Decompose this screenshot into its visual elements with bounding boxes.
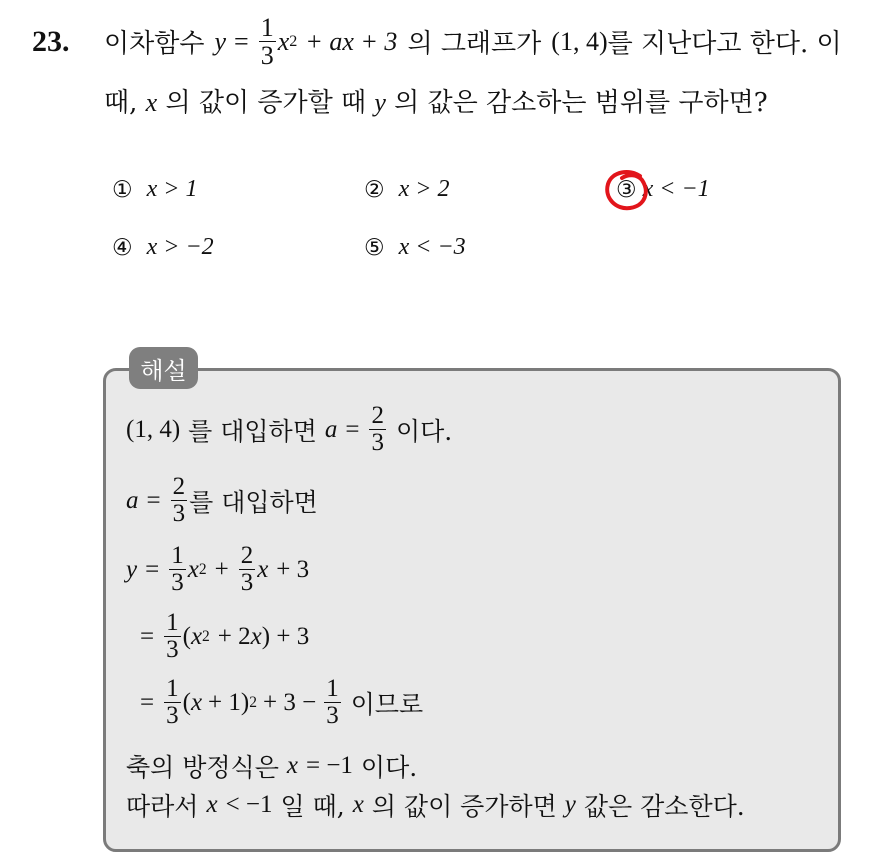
choice-marker: ⑤: [364, 234, 385, 261]
fraction-numerator: 1: [166, 609, 179, 636]
open-paren: (: [182, 622, 191, 650]
solution-text: 이므로: [350, 689, 424, 719]
solution-text: 의 값이 증가하면: [371, 792, 557, 821]
solution-text: 이다.: [360, 753, 418, 782]
choice-marker: ②: [364, 176, 385, 203]
fraction-one-third: [164, 676, 181, 730]
fraction-numerator: 1: [326, 675, 339, 702]
plus-sign: +: [214, 555, 229, 583]
x-variable: x: [277, 26, 290, 56]
question-text: 이차함수: [104, 29, 205, 60]
x-variable: x: [352, 791, 364, 818]
equals-sign: =: [234, 26, 249, 56]
solution-text: 값은 감소한다.: [583, 792, 745, 821]
fraction-one-third: [259, 14, 276, 70]
fraction-numerator: 1: [260, 13, 274, 42]
x-variable: x: [190, 688, 203, 716]
choice-expression: x > −2: [146, 234, 214, 260]
close-paren-term: ) + 3: [261, 622, 310, 650]
solution-text: 이다.: [395, 416, 453, 446]
fraction-two-thirds: [369, 403, 386, 457]
solution-text: 를 대입하면: [189, 487, 318, 517]
fraction-denominator: 3: [171, 569, 184, 597]
question-number: 23.: [32, 25, 70, 58]
solution-text: 축의 방정식은: [126, 753, 279, 782]
fraction-denominator: 3: [166, 636, 179, 664]
question-text: 의 값은 감소하는 범위를 구하면?: [394, 88, 768, 118]
equals-sign: =: [140, 622, 155, 650]
fraction-denominator: 3: [260, 41, 274, 71]
x-variable: x: [250, 622, 262, 650]
solution-text: 를 대입하면: [188, 416, 317, 446]
choice-marker: ①: [112, 176, 133, 203]
question-text: 의 값이 증가할 때: [165, 88, 367, 118]
choice-1[interactable]: [112, 176, 197, 203]
fraction-numerator: 2: [172, 473, 186, 500]
equals-sign: =: [140, 688, 155, 716]
fraction-numerator: 1: [166, 675, 179, 702]
fraction-two-thirds: [171, 474, 188, 528]
solution-line-4: = $\frac{1}{3}$ ( x 2 + 2 x ) + 3: [140, 609, 310, 664]
solution-text: 따라서: [126, 792, 199, 821]
choice-2[interactable]: [364, 176, 449, 203]
axis-value: = −1: [305, 752, 353, 779]
fraction-numerator: 2: [371, 402, 384, 429]
a-variable: a: [126, 486, 139, 514]
solution-line-1: [126, 403, 452, 457]
fraction-numerator: 1: [171, 542, 184, 569]
fraction-one-third: [164, 610, 181, 664]
equals-sign: =: [146, 486, 161, 514]
solution-line-7: [126, 787, 745, 823]
inner-term: + 1): [208, 688, 250, 716]
choice-marker: ④: [112, 234, 133, 261]
linear-terms: + ax + 3: [305, 26, 398, 56]
x-variable: x: [257, 555, 269, 583]
choice-marker: ③: [616, 176, 637, 203]
condition: < −1: [225, 791, 273, 818]
question-text: 때,: [104, 88, 138, 118]
fraction-denominator: 3: [166, 702, 179, 730]
solution-tab: 해설: [129, 347, 198, 389]
question-text: 의 그래프가: [407, 29, 542, 60]
tail-term: + 3 −: [262, 688, 317, 716]
choice-5[interactable]: [364, 234, 466, 261]
fraction-numerator: 2: [240, 542, 254, 569]
question-line-2: [104, 82, 768, 119]
x-variable: x: [187, 555, 199, 583]
fraction-denominator: 3: [371, 429, 384, 457]
y-variable: y: [564, 791, 576, 818]
y-variable: y: [126, 555, 138, 583]
fraction-two-thirds: [239, 543, 256, 597]
x-variable: x: [190, 622, 203, 650]
x-variable: x: [286, 752, 298, 779]
question-line-1: 이차함수 y = $\frac{1}{3}$ x 2 + ax + 3 의 그래프가 (1, 4) 를 지난다고 한다. 이: [104, 13, 842, 71]
y-variable: y: [214, 26, 227, 56]
x-variable: x: [145, 88, 158, 117]
question-text: 를 지난다고 한다. 이: [607, 29, 842, 60]
solution-line-6: [126, 748, 417, 784]
solution-line-2: [126, 474, 318, 528]
equals-sign: =: [345, 415, 360, 443]
choice-expression: x > 1: [146, 176, 198, 202]
solution-line-3: y = $\frac{1}{3}$ x 2 + $\frac{2}{3}$ x + 3: [126, 542, 310, 597]
x-variable: x: [206, 791, 218, 818]
solution-text: 일 때,: [280, 792, 345, 821]
fraction-denominator: 3: [240, 569, 254, 597]
choice-4[interactable]: [112, 234, 214, 261]
choice-expression: x > 2: [398, 176, 450, 202]
fraction-one-third: [169, 543, 186, 597]
constant-term: + 3: [276, 555, 310, 583]
y-variable: y: [374, 88, 386, 117]
solution-line-5: = $\frac{1}{3}$ ( x + 1) 2 + 3 − $\frac{1}{3}$ 이므로: [140, 675, 424, 730]
a-variable: a: [324, 415, 338, 443]
point: (1, 4): [551, 26, 608, 56]
fraction-denominator: 3: [172, 500, 186, 528]
fraction-denominator: 3: [326, 702, 339, 730]
equals-sign: =: [145, 555, 160, 583]
inner-term: + 2: [217, 622, 251, 650]
choice-expression: x < −1: [642, 176, 710, 202]
answer-circle-mark: [600, 166, 658, 216]
open-paren: (: [182, 688, 191, 716]
choice-expression: x < −3: [398, 234, 466, 260]
fraction-one-third: [324, 676, 341, 730]
point: (1, 4): [126, 415, 181, 443]
